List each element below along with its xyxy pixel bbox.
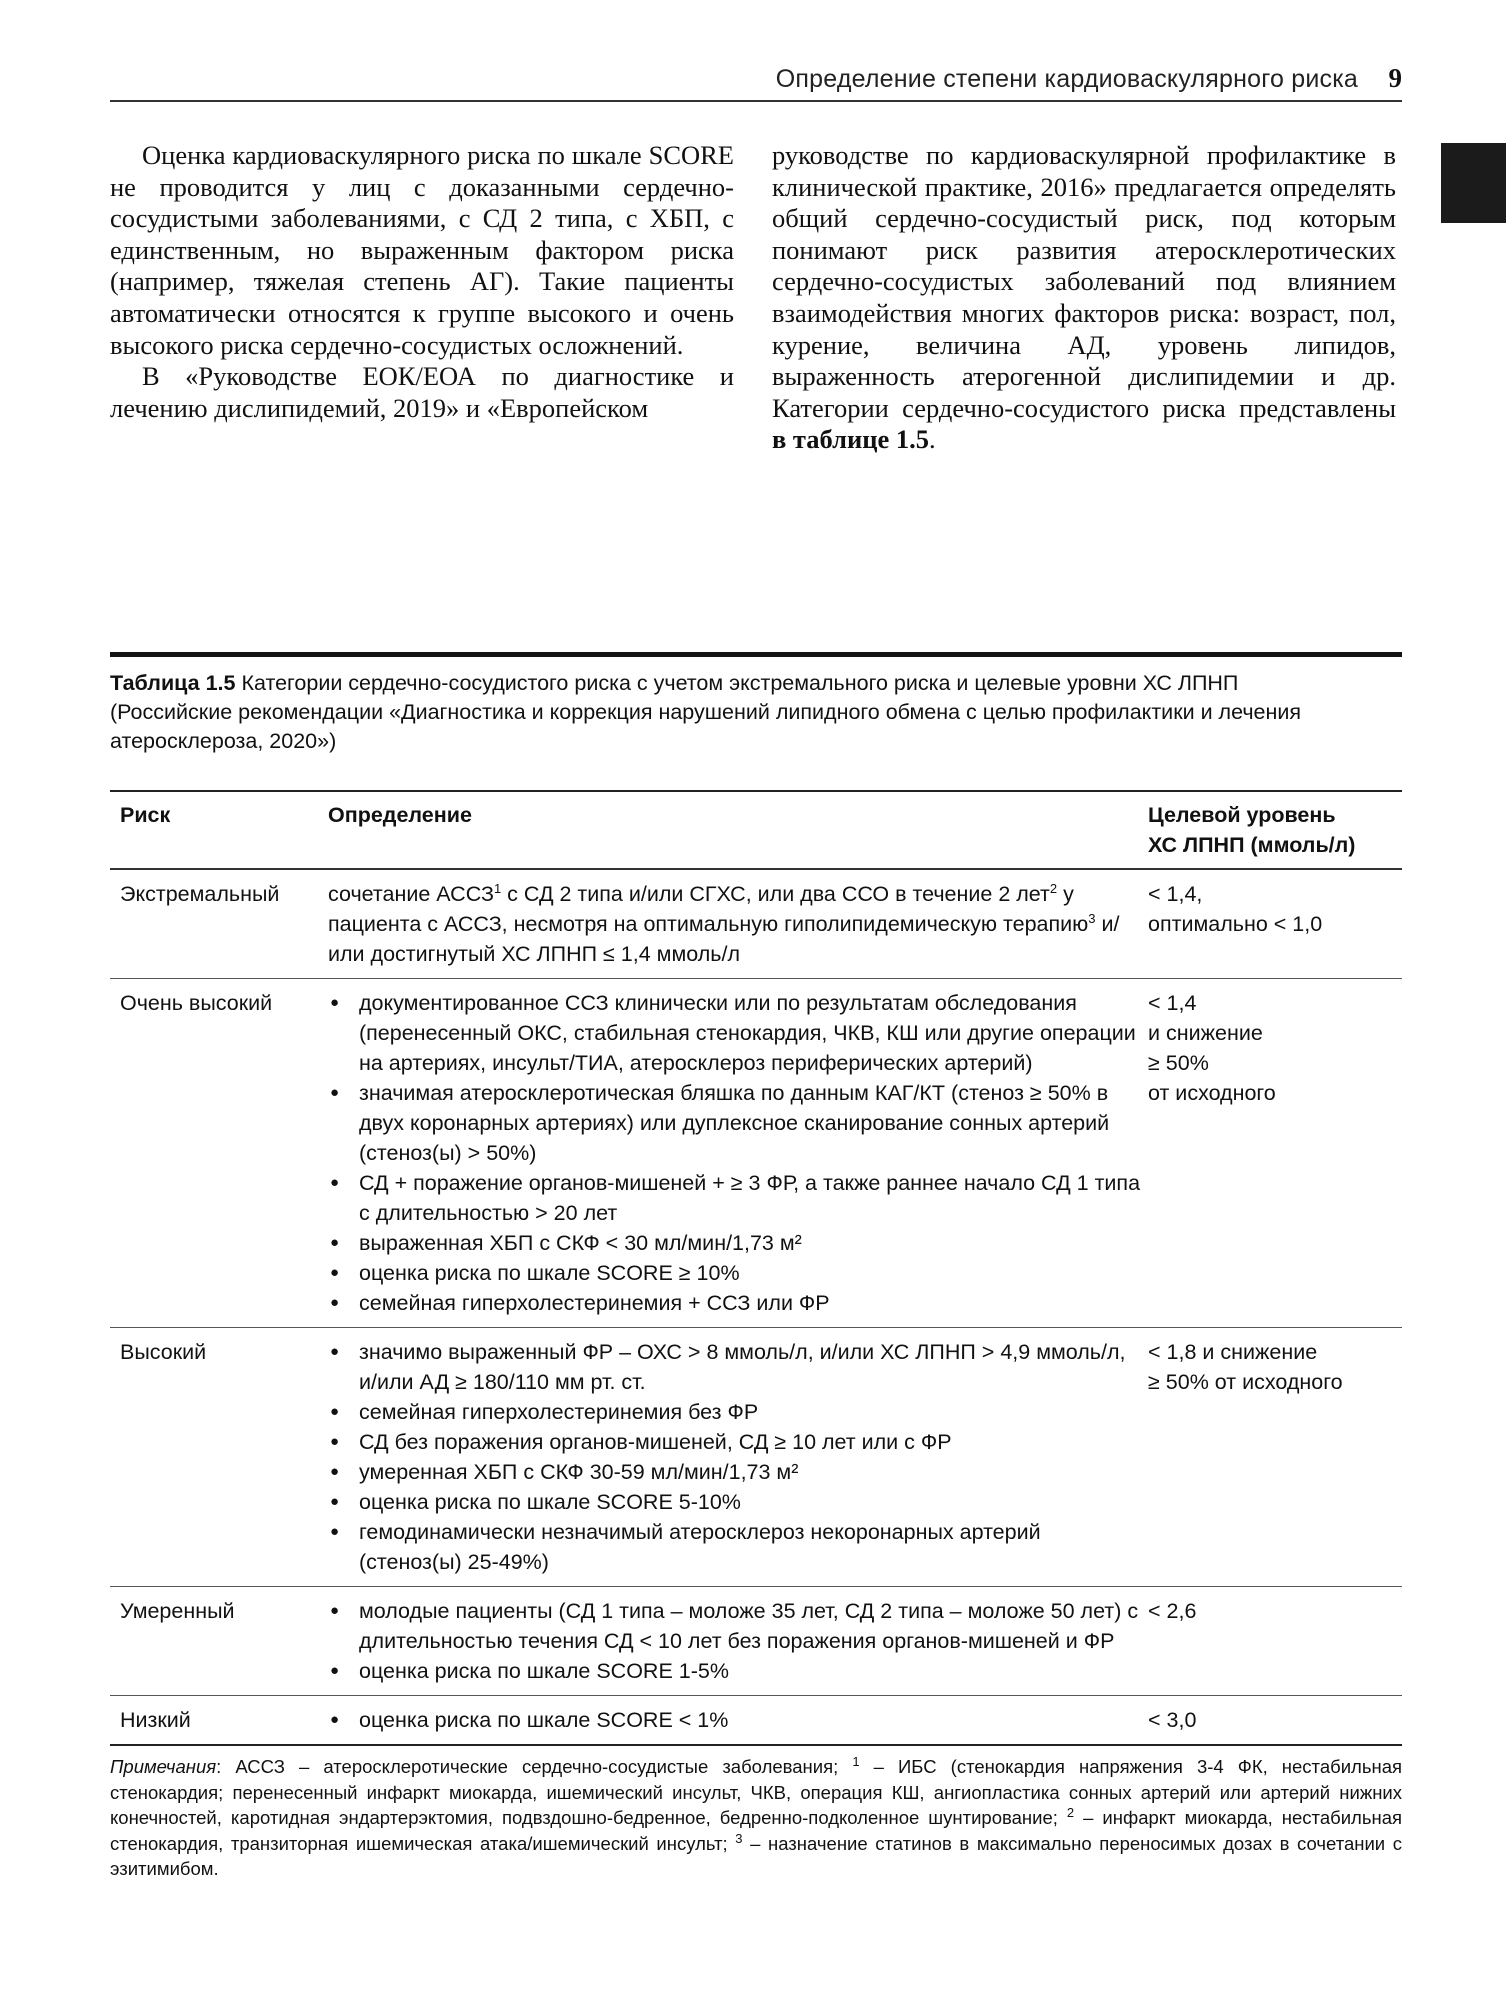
definition-cell: [328, 1696, 1148, 1746]
table-notes: [110, 1754, 1402, 1882]
body-column-left: [110, 140, 734, 424]
risk-cell: Экстремальный: [110, 869, 328, 979]
notes-text: – ИБС (стенокардия напряжения 3-4 ФК, нестабильная стенокардия; перенесенный инфаркт миокарда, ишемический инсульт, ЧКВ, операция КШ, ангиопластика сонных артерий или артерий нижних конечностей, каротидная эндартерэктомия, подвздошно-бедренное, бедренно-подколенное шунтирование;: [110, 1756, 1402, 1828]
list-item: ● семейная гиперхолестеринемия + ССЗ или ФР: [328, 1288, 1148, 1318]
risk-cell: Очень высокий: [110, 979, 328, 1328]
body-paragraph: Оценка кардиоваскулярного риска по шкале SCORE не проводится у лиц с доказанными сердечно-сосудистыми заболеваниями, с СД 2 типа, с ХБП, с единственным, но выраженным фактором риска (например, тяжелая степень АГ). Такие пациенты автоматически относятся к группе высокого и очень высокого риска сердечно-сосудистых осложнений.: [110, 140, 734, 360]
target-line: < 2,6: [1148, 1599, 1197, 1623]
text: и/или достигнутый ХС ЛПНП ≤ 1,4 ммоль/л: [328, 912, 1120, 966]
target-line: и снижение: [1148, 1021, 1263, 1045]
text: у пациента с АССЗ, несмотря на оптимальную гиполипидемическую терапию: [328, 882, 1089, 936]
header-line: Целевой уровень: [1148, 803, 1336, 827]
definition-cell: [328, 1587, 1148, 1696]
text: с СД 2 типа и/или СГХС, или два ССО в течение 2 лет: [501, 882, 1050, 906]
target-cell: [1148, 979, 1402, 1328]
risk-cell: Умеренный: [110, 1587, 328, 1696]
footnote-marker: 1: [852, 1753, 860, 1769]
column-header-definition: Определение: [328, 792, 1148, 869]
body-paragraph: В «Руководстве ЕОК/ЕОА по диагностике и лечению дислипидемий, 2019» и «Европейском: [110, 361, 734, 423]
body-text: руководстве по кардиоваскулярной профилактике в клинической практике, 2016» предлагается определять общий сердечно-сосудистый риск, под которым понимают риск развития атеросклеротических сердечно-сосудистых заболеваний под влиянием взаимодействия многих факторов риска: возраст, пол, курение, величина АД, уровень липидов, выраженность атерогенной дислипидемии и др. Категории сердечно-сосудистого риска представлены: [772, 140, 1396, 423]
running-head: [110, 62, 1402, 102]
definition-cell: [328, 979, 1148, 1328]
definition-cell: [328, 869, 1148, 979]
header-line: ХС ЛПНП (ммоль/л): [1148, 833, 1356, 857]
table-caption: [110, 669, 1402, 756]
criteria-list: [328, 988, 1148, 1318]
notes-text: : АССЗ – атеросклеротические сердечно-сосудистые заболевания;: [216, 1756, 853, 1777]
target-line: оптимально < 1,0: [1148, 912, 1323, 936]
notes-label: Примечания: [110, 1756, 217, 1777]
definition-cell: [328, 1328, 1148, 1587]
list-item: ● оценка риска по шкале SCORE 1-5%: [328, 1656, 1148, 1686]
list-item: ● семейная гиперхолестеринемия без ФР: [328, 1397, 1148, 1427]
list-item: ● значимая атеросклеротическая бляшка по данным КАГ/КТ (стеноз ≥ 50% в двух коронарных артериях) или дуплексное сканирование сонных артерий (стеноз(ы) > 50%): [328, 1078, 1148, 1168]
table-header-row: [110, 792, 1402, 869]
table-row: [110, 1587, 1402, 1696]
list-item: ● оценка риска по шкале SCORE ≥ 10%: [328, 1258, 1148, 1288]
list-item: ● гемодинамически незначимый атеросклероз некоронарных артерий (стеноз(ы) 25-49%): [328, 1517, 1148, 1577]
table-caption-label: Таблица 1.5: [110, 671, 236, 695]
column-header-risk: Риск: [110, 792, 328, 869]
page-number: 9: [1388, 63, 1402, 93]
target-cell: [1148, 869, 1402, 979]
target-line: < 1,4,: [1148, 882, 1203, 906]
criteria-list: [328, 1596, 1148, 1686]
risk-cell: Низкий: [110, 1696, 328, 1746]
target-line: ≥ 50% от исходного: [1148, 1370, 1343, 1394]
table-top-rule: [110, 652, 1402, 657]
running-head-title: Определение степени кардиоваскулярного риска: [775, 65, 1358, 93]
target-line: < 1,8 и снижение: [1148, 1340, 1318, 1364]
body-column-right: [772, 140, 1396, 456]
footnote-ref: 1: [493, 880, 502, 896]
list-item: ● умеренная ХБП с СКФ 30-59 мл/мин/1,73 м²: [328, 1457, 1148, 1487]
table-row: [110, 1696, 1402, 1746]
table-caption-text: Категории сердечно-сосудистого риска с учетом экстремального риска и целевые уровни ХС ЛПНП (Российские рекомендации «Диагностика и коррекция нарушений липидного обмена с целью профилактики и лечения атеросклероза, 2020»): [110, 671, 1302, 753]
table-1-5: [110, 652, 1402, 1882]
notes-text: – инфаркт миокарда, нестабильная стенокардия, транзиторная ишемическая атака/ишемический инсульт;: [110, 1807, 1402, 1854]
list-item: ● молодые пациенты (СД 1 типа – моложе 35 лет, СД 2 типа – моложе 50 лет) с длительностью течения СД < 10 лет без поражения органов-мишеней и ФР: [328, 1596, 1148, 1656]
risk-table: [110, 792, 1402, 1746]
footnote-marker: 2: [1066, 1804, 1075, 1820]
target-line: от исходного: [1148, 1081, 1276, 1105]
risk-cell: Высокий: [110, 1328, 328, 1587]
target-cell: [1148, 1696, 1402, 1746]
chapter-thumb-tab: [1441, 143, 1506, 223]
list-item: ● оценка риска по шкале SCORE 5-10%: [328, 1487, 1148, 1517]
table-row: [110, 1328, 1402, 1587]
footnote-ref: 3: [1088, 910, 1096, 926]
footnote-ref: 2: [1049, 880, 1058, 896]
target-line: < 1,4: [1148, 991, 1197, 1015]
criteria-list: [328, 1705, 1148, 1735]
list-item: ● значимо выраженный ФР – ОХС > 8 ммоль/л, и/или ХС ЛПНП > 4,9 ммоль/л, и/или АД ≥ 180/110 мм рт. ст.: [328, 1337, 1148, 1397]
list-item: ● документированное ССЗ клинически или по результатам обследования (перенесенный ОКС, стабильная стенокардия, ЧКВ, КШ или другие операции на артериях, инсульт/ТИА, атеросклероз периферических артерий): [328, 988, 1148, 1078]
table-reference[interactable]: в таблице 1.5: [772, 424, 930, 455]
list-item: ● оценка риска по шкале SCORE < 1%: [328, 1705, 1148, 1735]
target-cell: [1148, 1587, 1402, 1696]
list-item: ● СД + поражение органов-мишеней + ≥ 3 ФР, а также раннее начало СД 1 типа с длительностью > 20 лет: [328, 1168, 1148, 1228]
column-header-target: [1148, 792, 1402, 869]
target-line: ≥ 50%: [1148, 1051, 1209, 1075]
notes-text: – назначение статинов в максимально переносимых дозах в сочетании с эзитимибом.: [110, 1832, 1402, 1879]
target-line: < 3,0: [1148, 1708, 1197, 1732]
target-cell: [1148, 1328, 1402, 1587]
footnote-marker: 3: [735, 1830, 743, 1846]
table-row: [110, 979, 1402, 1328]
list-item: ● СД без поражения органов-мишеней, СД ≥ 10 лет или с ФР: [328, 1427, 1148, 1457]
text: сочетание АССЗ: [328, 882, 494, 906]
criteria-list: [328, 1337, 1148, 1577]
body-paragraph: [772, 140, 1396, 456]
body-text: .: [929, 424, 936, 455]
list-item: ● выраженная ХБП с СКФ < 30 мл/мин/1,73 м²: [328, 1228, 1148, 1258]
table-row: [110, 869, 1402, 979]
